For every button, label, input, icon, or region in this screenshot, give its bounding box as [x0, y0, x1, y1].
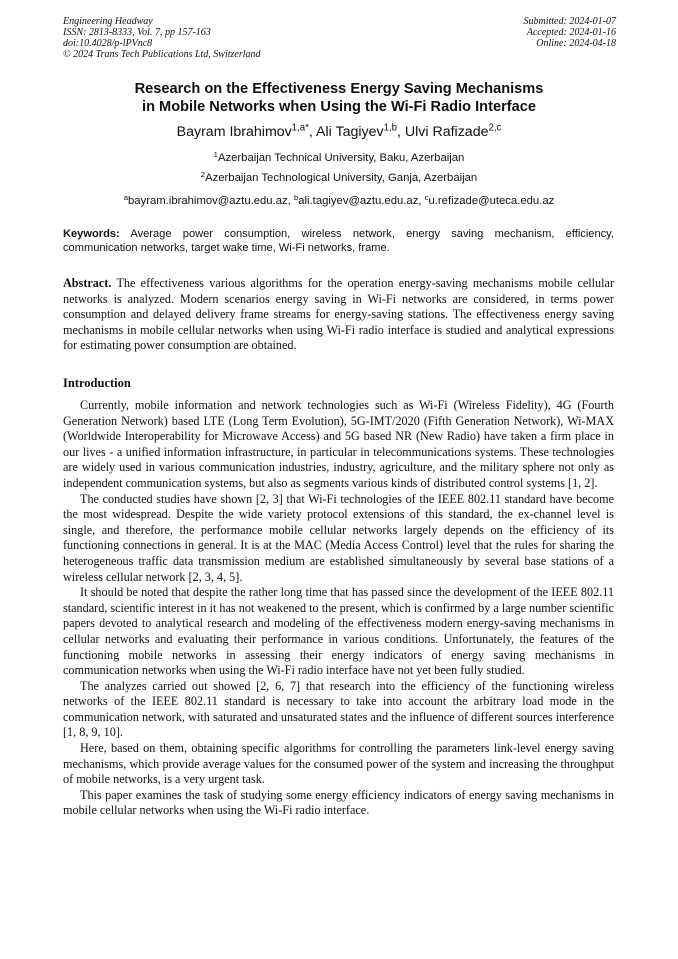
- affiliation-text: Azerbaijan Technical University, Baku, Azerbaijan: [217, 152, 465, 164]
- affiliation-text: Azerbaijan Technological University, Ganja, Azerbaijan: [205, 172, 478, 184]
- online-date: Online: 2024-04-18: [536, 38, 616, 49]
- email-separator: ,: [418, 195, 425, 207]
- author-name: Ali Tagiyev: [316, 124, 384, 140]
- affiliation-mark: 1: [213, 149, 218, 159]
- abstract: [63, 276, 614, 354]
- keywords-label: Keywords:: [63, 228, 120, 240]
- email-separator: ,: [287, 195, 294, 207]
- author-emails: [40, 194, 638, 208]
- paragraph: The conducted studies have shown [2, 3] that Wi-Fi technologies of the IEEE 802.11 standard have become the most widespread. Despite the wide variety protocol extensions of this standard, the ex-channel level is single, and therefore, the performance mobile cellular networks largely depends on the efficiency of its functioning connections in general. It is at the MAC (Media Access Control) level that the rules for sharing the heterogeneous traffic data transmission medium are established simultaneously by several base stations of a wireless cellular network [2, 3, 4, 5].: [63, 491, 614, 584]
- submitted-date: Submitted: 2024-01-07: [523, 16, 616, 27]
- title-line-2: in Mobile Networks when Using the Wi-Fi Radio Interface: [142, 99, 536, 115]
- author-affiliation-mark: 2,c: [488, 122, 502, 134]
- email-address[interactable]: u.refizade@uteca.edu.az: [428, 195, 555, 207]
- introduction-body: [63, 398, 614, 819]
- journal-doi: doi:10.4028/p-lPVnc8: [63, 38, 153, 49]
- affiliation-2: [40, 171, 638, 185]
- affiliation-mark: 2: [200, 169, 206, 179]
- author-affiliation-mark: 1,a*: [291, 122, 309, 134]
- author-separator: ,: [308, 124, 317, 140]
- journal-copyright: © 2024 Trans Tech Publications Ltd, Switzerland: [63, 49, 261, 60]
- affiliation-1: [40, 151, 638, 165]
- paragraph: It should be noted that despite the rather long time that has passed since the development of the IEEE 802.11 standard, scientific interest in it has not weakened to the present, which is confirmed by a large number scientific papers devoted to analytical research and modeling of the effectiveness modern energy-saving mechanisms in cellular networks and evaluating their performance in various conditions. Unfortunately, the features of the functioning mobile networks in assessing their energy indicators of energy saving mechanisms in communication networks when using the Wi-Fi radio interface have not yet been fully studied.: [63, 585, 614, 678]
- journal-issn: ISSN: 2813-8333, Vol. 7, pp 157-163: [63, 27, 211, 38]
- abstract-text: The effectiveness various algorithms for the operation energy-saving mechanisms mobile cellular networks is analyzed. Modern scenarios energy saving in Wi-Fi networks are considered, in terms power consumption and delayed delivery frame streams for energy-saving stations. The effectiveness energy saving mechanisms in mobile cellular networks when using Wi-Fi radio interface is studied and analytical expressions for estimating power consumption are obtained.: [63, 276, 614, 353]
- author-name: Bayram Ibrahimov: [176, 124, 292, 140]
- paragraph: The analyzes carried out showed [2, 6, 7] that research into the efficiency of the functioning wireless networks of the IEEE 802.11 standard is necessary to take into account the arbitrary load mode in the communication network, with saturated and unsaturated states and the influence of different sources interference [1, 8, 9, 10].: [63, 678, 614, 740]
- author-list: [40, 123, 638, 141]
- accepted-date: Accepted: 2024-01-16: [526, 27, 616, 38]
- email-mark: a: [123, 192, 128, 202]
- email-mark: c: [424, 192, 429, 202]
- paragraph: This paper examines the task of studying some energy efficiency indicators of energy saving mechanisms in mobile cellular networks when using the Wi-Fi radio interface.: [63, 787, 614, 818]
- abstract-label: Abstract.: [63, 276, 112, 290]
- author-separator: ,: [397, 124, 405, 140]
- section-heading-introduction: Introduction: [63, 376, 131, 390]
- email-address[interactable]: bayram.ibrahimov@aztu.edu.az: [128, 195, 288, 207]
- paper-title: [40, 80, 638, 116]
- paragraph: Here, based on them, obtaining specific algorithms for controlling the parameters link-level energy saving mechanisms, which provide average values for the consumed power of the system and increasing the throughput of mobile networks, is a very urgent task.: [63, 741, 614, 787]
- journal-name: Engineering Headway: [63, 16, 153, 27]
- title-line-1: Research on the Effectiveness Energy Saving Mechanisms: [134, 81, 544, 97]
- paragraph: Currently, mobile information and network technologies such as Wi-Fi (Wireless Fidelity), 4G (Fourth Generation Network) based LTE (Long Term Evolution), 5G-IMT/2020 (Fifth Generation Network), Wi-MAX (Worldwide Interoperability for Microwave Access) and 5G based NR (New Radio) have taken a firm place in our lives - a unified information infrastructure, in particular in telecommunications systems. These technologies are widely used in various communication industries, industry, agriculture, and the military sphere not only as independent communication systems, but also as segments various kinds of distributed control systems [1, 2].: [63, 398, 614, 490]
- email-mark: b: [293, 192, 299, 202]
- submission-dates: [524, 16, 617, 49]
- keywords-text: Average power consumption, wireless network, energy saving mechanism, efficiency, communication networks, target wake time, Wi-Fi networks, frame.: [63, 228, 614, 254]
- journal-info: [63, 16, 261, 60]
- email-address[interactable]: ali.tagiyev@aztu.edu.az: [298, 195, 419, 207]
- author-affiliation-mark: 1,b: [383, 122, 397, 134]
- keywords: [63, 228, 614, 255]
- author-name: Ulvi Rafizade: [404, 124, 489, 140]
